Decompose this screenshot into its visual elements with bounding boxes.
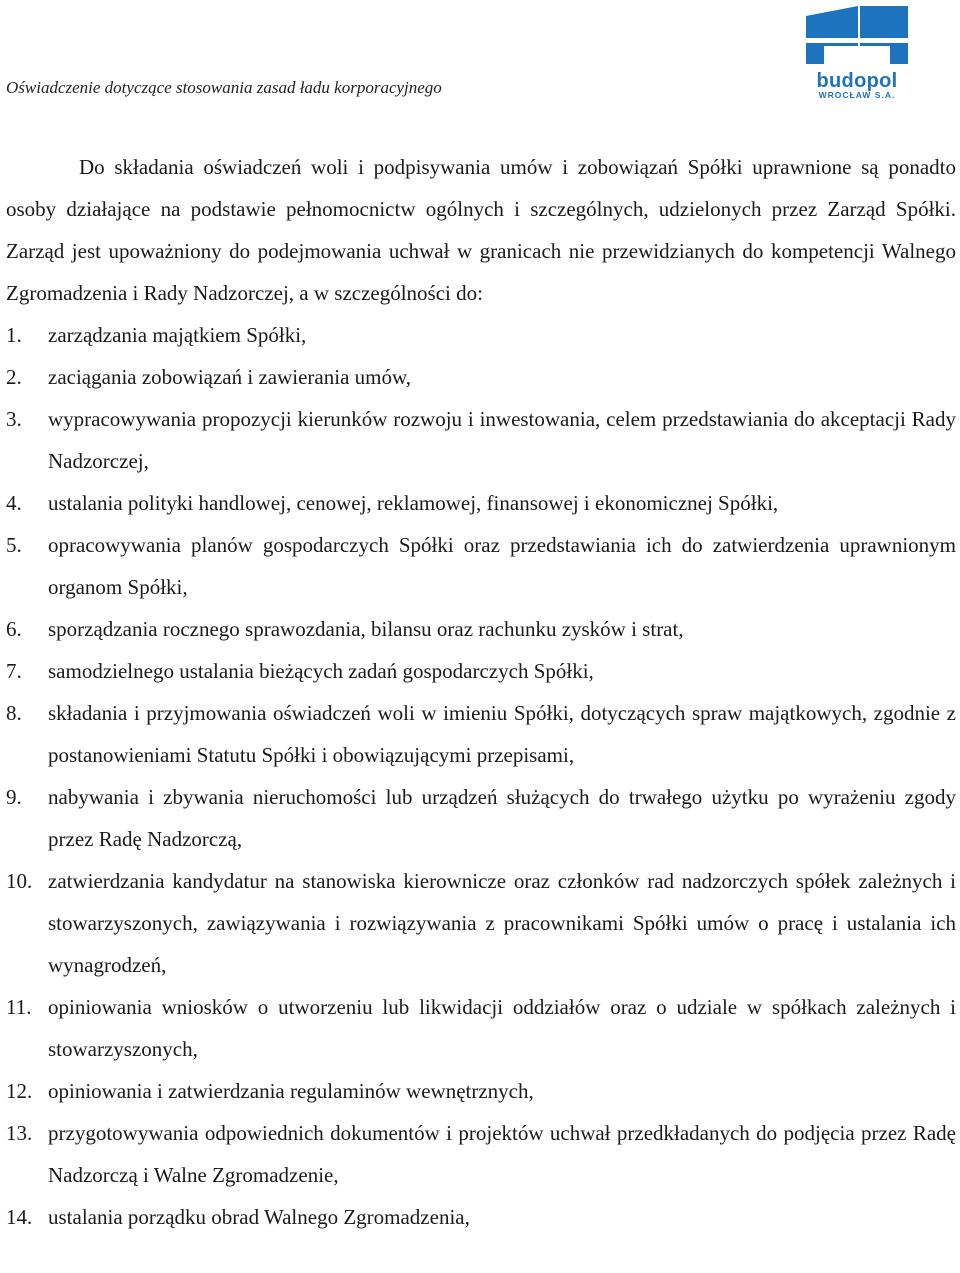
item-number: 6. [6,617,22,641]
item-text: wypracowywania propozycji kierunków rozwoju i inwestowania, celem przedstawiania do akceptacji Rady Nadzorczej, [48,407,956,473]
document-body [6,146,956,1238]
item-number: 11. [6,995,32,1019]
item-text: ustalania polityki handlowej, cenowej, reklamowej, finansowej i ekonomicznej Spółki, [48,491,779,515]
item-text: składania i przyjmowania oświadczeń woli w imieniu Spółki, dotyczących spraw majątkowych, zgodnie z postanowieniami Statutu Spółki i obowiązującymi przepisami, [48,701,956,767]
item-number: 12. [6,1079,33,1103]
item-number: 8. [6,701,22,725]
item-number: 10. [6,869,33,893]
list-item [6,608,956,650]
list-item [6,986,956,1070]
item-number: 5. [6,533,22,557]
item-number: 7. [6,659,22,683]
item-text: sporządzania rocznego sprawozdania, bilansu oraz rachunku zysków i strat, [48,617,684,641]
item-number: 2. [6,365,22,389]
list-item [6,524,956,608]
document-header-title: Oświadczenie dotyczące stosowania zasad ładu korporacyjnego [6,78,442,97]
list-item [6,1112,956,1196]
list-item [6,398,956,482]
list-item [6,356,956,398]
logo-subtext: WROCŁAW S.A. [818,90,896,100]
item-text: zatwierdzania kandydatur na stanowiska kierownicze oraz członków rad nadzorczych spółek zależnych i stowarzyszonych, zawiązywania i rozwiązywania z pracownikami Spółki umów o pracę i ustalania ich wynagrodzeń, [48,869,956,977]
company-logo [802,2,912,100]
item-text: nabywania i zbywania nieruchomości lub urządzeń służących do trwałego użytku po wyrażeniu zgody przez Radę Nadzorczą, [48,785,956,851]
item-text: zaciągania zobowiązań i zawierania umów, [48,365,412,389]
list-item [6,860,956,986]
item-number: 1. [6,323,22,347]
list-item [6,650,956,692]
item-text: opiniowania wniosków o utworzeniu lub likwidacji oddziałów oraz o udziale w spółkach zależnych i stowarzyszonych, [48,995,956,1061]
item-number: 13. [6,1121,33,1145]
list-item [6,482,956,524]
item-number: 14. [6,1205,33,1229]
item-text: opiniowania i zatwierdzania regulaminów wewnętrznych, [48,1079,534,1103]
list-item [6,1070,956,1112]
list-item [6,776,956,860]
item-text: zarządzania majątkiem Spółki, [48,323,307,347]
list-item [6,1196,956,1238]
item-number: 4. [6,491,22,515]
item-text: opracowywania planów gospodarczych Spółki oraz przedstawiania ich do zatwierdzenia uprawnionym organom Spółki, [48,533,956,599]
list-item [6,692,956,776]
item-number: 9. [6,785,22,809]
competence-list [6,314,956,1238]
item-text: samodzielnego ustalania bieżących zadań gospodarczych Spółki, [48,659,594,683]
item-text: przygotowywania odpowiednich dokumentów i projektów uchwał przedkładanych do podjęcia przez Radę Nadzorczą i Walne Zgromadzenie, [48,1121,956,1187]
item-text: ustalania porządku obrad Walnego Zgromadzenia, [48,1205,470,1229]
intro-paragraph: Do składania oświadczeń woli i podpisywania umów i zobowiązań Spółki uprawnione są ponadto osoby działające na podstawie pełnomocnictw ogólnych i szczególnych, udzielonych przez Zarząd Spółki. Zarząd jest upoważniony do podejmowania uchwał w granicach nie przewidzianych do kompetencji Walnego Zgromadzenia i Rady Nadzorczej, a w szczególności do: [6,155,956,305]
logo-wordmark: budopol [816,70,898,92]
item-number: 3. [6,407,22,431]
list-item [6,314,956,356]
building-logo-icon [802,2,912,72]
